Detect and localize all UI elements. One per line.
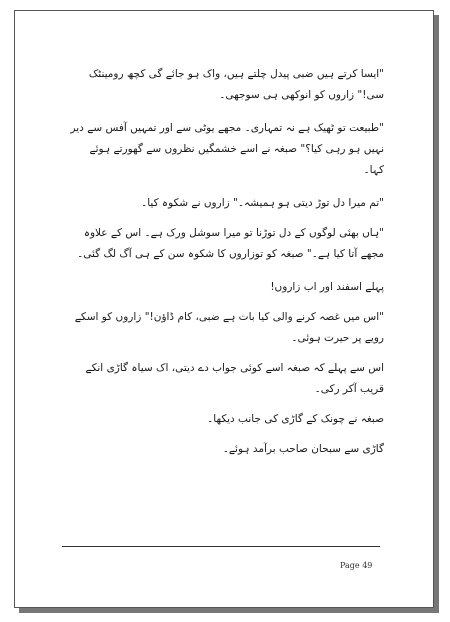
paragraph-8: صبغہ نے چونک کے گاڑی کی جانب دیکھا۔ xyxy=(207,413,384,425)
footer-rule xyxy=(62,546,380,547)
page-body xyxy=(66,64,384,469)
paragraph-3: "تم میرا دل توڑ دیتی ہو ہمیشہ۔" زاروں نے شکوہ کیا۔ xyxy=(141,197,384,209)
page-number: Page 49 xyxy=(340,561,373,570)
paragraph-4: "ہاں بھئی لوگوں کے دل توڑنا تو میرا سوشل ورک ہے۔ اس کے علاوہ مجھے آتا کیا ہے۔" صبغہ کو توزاروں کا شکوہ سن کے ہی آگ لگ گئی۔ xyxy=(77,227,384,260)
paragraph-2: "طبیعت تو ٹھیک ہے نہ تمہاری۔ مجھے یوٹی سے اور تمہیں آفس سے دیر نہیں ہو رہی کیا؟" صبغہ نے اسے خشمگیں نظروں سے گھورتے ہوئے کہا۔ xyxy=(70,122,384,176)
paragraph-6: "اس میں غصہ کرنے والی کیا بات ہے ضبی، کام ڈاؤن!" زاروں کو اسکے رویے پر حیرت ہوئی۔ xyxy=(74,311,384,344)
paragraph-1: "ایسا کرتے ہیں ضبی پیدل چلتے ہیں، واک ہو جائے گی کچھ رومینٹک سی!" زاروں کو انوکھی ہی سوجھی۔ xyxy=(88,68,384,101)
paragraph-7: اس سے پہلے کہ صبغہ اسے کوئی جواب دے دیتی، اک سیاہ گاڑی انکے قریب آکر رکی۔ xyxy=(85,362,384,395)
paragraph-9: گاڑی سے سبحان صاحب برآمد ہوئے۔ xyxy=(222,443,384,455)
paragraph-5: پہلے اسفند اور اب زاروں! xyxy=(270,281,384,293)
